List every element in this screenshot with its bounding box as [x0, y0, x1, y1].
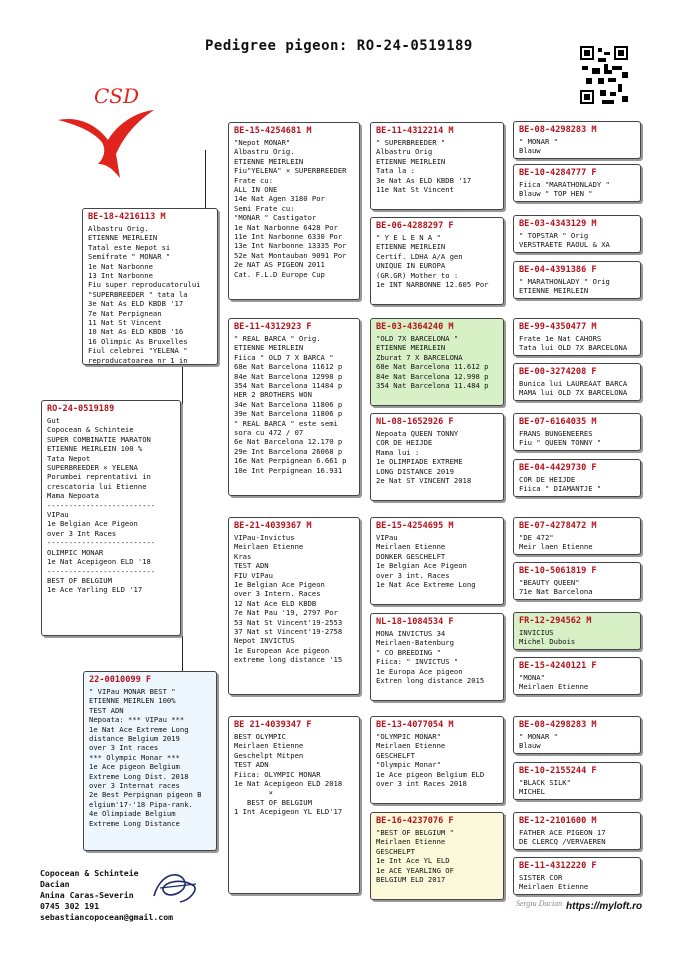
pedigree-card-sss[interactable]	[370, 122, 504, 210]
ring-number: BE 21-4039347 F	[234, 720, 312, 730]
card-notes: " MARATHONLADY " Orig ETIENNE MEIRLEIN	[519, 277, 610, 296]
card-notes: COR DE HEIJDE Fiica " DIAMANTJE "	[519, 475, 602, 494]
ring-number: NL-08-1652926 F	[376, 417, 454, 427]
pedigree-card-g14[interactable]	[513, 762, 641, 800]
pedigree-card-g6[interactable]	[513, 363, 641, 401]
card-notes: " MONAR " Blauw	[519, 732, 558, 751]
pedigree-card-g11[interactable]	[513, 612, 641, 650]
card-notes: BEST OLYMPIC Meirlaen Etienne Geschelpt Mitpen TEST ADN Fiica: OLYMPIC MONAR 1e Nat Acepigeon ELD 2018 × BEST OF BELGIUM 1 Int Acepigeon YL ELD'17	[234, 732, 343, 817]
ring-number: BE-03-4343129 M	[519, 219, 597, 229]
pedigree-card-g7[interactable]	[513, 413, 641, 451]
card-notes: " Y E L E N A " ETIENNE MEIRLEIN Certif. LDHA A/A gen UNIQUE IN EUROPA (GR.GR) Mother to : 1e INT NARBONNE 12.605 Por	[376, 233, 489, 290]
ring-number: BE-03-4364240 M	[376, 322, 454, 332]
ring-number: NL-18-1084534 F	[376, 617, 454, 627]
ring-number: BE-06-4288297 F	[376, 221, 454, 231]
pedigree-card-g3[interactable]	[513, 215, 641, 253]
card-notes: "DE 472" Meir laen Etienne	[519, 533, 593, 552]
card-notes: "BEAUTY QUEEN" 71e Nat Barcelona	[519, 578, 593, 597]
signature-icon	[150, 866, 200, 908]
pedigree-card-g2[interactable]	[513, 164, 641, 202]
pedigree-card-sire-dam[interactable]	[228, 318, 360, 496]
pedigree-card-dam-sire[interactable]	[228, 517, 360, 695]
card-notes: "BEST OF BELGIUM " Meirlaen Etienne GESCHELPT 1e Int Ace YL ELD 1e ACE YEARLING OF BELGIUM ELD 2017	[376, 828, 454, 885]
pedigree-card-g10[interactable]	[513, 562, 641, 600]
ring-number: BE-11-4312220 F	[519, 861, 597, 871]
ring-number: BE-11-4312214 M	[376, 126, 454, 136]
card-notes: Bunica lui LAUREAAT BARCA MAMA lui OLD 7X BARCELONA	[519, 379, 628, 398]
ring-number: BE-08-4298283 M	[519, 125, 597, 135]
csd-logo	[50, 82, 160, 182]
card-notes: FATHER ACE PIGEON 17 DE CLERCQ /VERVAEREN	[519, 828, 606, 847]
breeder-contact: Copocean & Schinteie Dacian Anina Caras-Severin 0745 302 191 sebastiancopocean@gmail.com	[40, 868, 174, 922]
ring-number: BE-12-2101600 M	[519, 816, 597, 826]
card-notes: "OLD 7X BARCELONA " ETIENNE MEIRLEIN Zburat 7 X BARCELONA 68e Nat Barcelona 11.612 p 84e Nat Barcelona 12.998 p 354 Nat Barcelona 11.484 p	[376, 334, 489, 391]
ring-number: BE-08-4298283 M	[519, 720, 597, 730]
pedigree-card-dam[interactable]	[83, 671, 217, 851]
card-notes: VIPau Meirlaen Etienne DONKER GESCHELFT 1e Belgian Ace Pigeon over 3 int. Races 1e Nat Ace Extreme Long	[376, 533, 476, 590]
ring-number: BE-07-4278472 M	[519, 521, 597, 531]
card-notes: Gut Copocean & Schinteie SUPER COMBINATIE MARATON ETIENNE MEIRLEIN 100 % Tata Nepot SUPERBREEDER × YELENA Porumbei reprentativi in crescatoria lui Etienne Mama Nepoata ------------------------- VIPau 1e Belgian Ace Pigeon over 3 Int Races ------------------------- OLIMPIC MONAR 1e Nat Acepigeon ELD '18 ------------------------- BEST OF BELGIUM 1e Ace Yarling ELD '17	[47, 416, 156, 595]
pedigree-card-sdd[interactable]	[370, 413, 504, 501]
ring-number: BE-10-4284777 F	[519, 168, 597, 178]
ring-number: BE-10-2155244 F	[519, 766, 597, 776]
card-notes: SISTER COR Meirlaen Etienne	[519, 873, 589, 892]
card-notes: FRANS BUNGENEERES Fiu " QUEEN TONNY "	[519, 429, 602, 448]
qr-code-icon[interactable]	[578, 44, 630, 106]
ring-number: BE-04-4429730 F	[519, 463, 597, 473]
ring-number: 22-0010099 F	[89, 675, 152, 685]
card-notes: " TOPSTAR " Orig VERSTRAETE RAOUL & XA	[519, 231, 610, 250]
card-notes: "Nepot MONAR" Albastru Orig. ETIENNE MEIRLEIN Fiu"YELENA" × SUPERBREEDER Frate cu: ALL IN ONE 14e Nat Agen 3180 Por Semi Frate cu: "MONAR " Castigator 1e Nat Narbonne 6428 Por 11e Int Narbonne 6330 Por 13e Int Narbonne 13335 Por 52e Nat Montauban 9091 Por 2e NAT AS PIGEON 2011 Cat. F.L.D Europe Cup	[234, 138, 347, 279]
ring-number: BE-11-4312923 F	[234, 322, 312, 332]
loft-signature: Sergiu Dacian	[516, 899, 563, 908]
pedigree-card-g8[interactable]	[513, 459, 641, 497]
pedigree-card-g15[interactable]	[513, 812, 641, 850]
ring-number: BE-00-3274208 F	[519, 367, 597, 377]
card-notes: " VIPau MONAR BEST " ETIENNE MEIRLEN 100% TEST ADN Nepoata: *** VIPau *** 1e Nat Ace Extreme Long distance Belgium 2019 over 3 Int races *** Olympic Monar *** 1e Ace pigeon Belgium Extreme Long Dist. 2018 over 3 Internat races 2e Best Perpignan pigeon B elgium'17-'18 Pipa-rank. 4e Olimpiade Belgium Extreme Long Distance	[89, 687, 202, 828]
pedigree-card-dam-dam[interactable]	[228, 716, 360, 894]
ring-number: BE-15-4254695 M	[376, 521, 454, 531]
ring-number: BE-15-4240121 F	[519, 661, 597, 671]
card-notes: INVICIUS Michel Dubois	[519, 628, 576, 647]
pedigree-card-g9[interactable]	[513, 517, 641, 555]
pedigree-card-g12[interactable]	[513, 657, 641, 695]
pedigree-card-dsd[interactable]	[370, 613, 504, 701]
pedigree-card-g4[interactable]	[513, 261, 641, 299]
card-notes: " MONAR " Blauw	[519, 137, 558, 156]
pedigree-card-sds[interactable]	[370, 318, 504, 406]
pedigree-card-subject[interactable]	[41, 400, 181, 636]
card-notes: Nepoata QUEEN TONNY COR DE HEIJDE Mama lui : 1e OLIMPIADE EXTREME LONG DISTANCE 2019 2e Nat ST VINCENT 2018	[376, 429, 472, 486]
ring-number: BE-13-4077054 M	[376, 720, 454, 730]
pedigree-card-g1[interactable]	[513, 121, 641, 159]
card-notes: "OLYMPIC MONAR" Meirlaen Etienne GESCHELFT "Olympic Monar" 1e Ace pigeon Belgium ELD over 3 int Races 2018	[376, 732, 485, 789]
logo-text: CSD	[94, 84, 140, 108]
card-notes: Albastru Orig. ETIENNE MEIRLEIN Tatal este Nepot si Semifrate " MONAR " 1e Nat Narbonne 13 Int Narbonne Fiu super reproducatorului "SUPERBREEDER " tata la 3e Nat As ELD KBDB '17 7e Nat Perpignean 11 Nat St Vincent 10 Nat As ELD KBDB '16 16 Olimpic As Bruxelles Fiul celebrei "YELENA " reproducatoarea nr 1 in	[88, 224, 201, 365]
ring-number: BE-15-4254681 M	[234, 126, 312, 136]
pedigree-card-sire[interactable]	[82, 208, 218, 365]
pedigree-card-g16[interactable]	[513, 857, 641, 895]
ring-number: BE-04-4391386 F	[519, 265, 597, 275]
pedigree-card-ddd[interactable]	[370, 812, 504, 900]
email-link[interactable]: sebastiancopocean@gmail.com	[40, 912, 174, 922]
card-notes: "MONA" Meirlaen Etienne	[519, 673, 589, 692]
ring-number: BE-21-4039367 M	[234, 521, 312, 531]
card-notes: " REAL BARCA " Orig. ETIENNE MEIRLEIN Fiica " OLD 7 X BARCA " 68e Nat Barcelona 11612 p 84e Nat Barcelona 12998 p 354 Nat Barcelona 11484 p HER 2 BROTHERS WON 34e Nat Barcelona 11806 p 39e Nat Barcelona 11806 p " REAL BARCA " este semi sora cu 472 / 07 6e Nat Barcelona 12.170 p 29e Int Barcelona 26068 p 16e Nat Perpignean 6.661 p 10e Int Perpignean 16.931	[234, 334, 347, 475]
ring-number: BE-10-5061819 F	[519, 566, 597, 576]
pedigree-card-g5[interactable]	[513, 318, 641, 356]
pedigree-card-dds[interactable]	[370, 716, 504, 804]
ring-number: FR-12-294562 M	[519, 616, 592, 626]
card-notes: "BLACK SILK" MICHEL	[519, 778, 571, 797]
ring-number: BE-07-6164035 M	[519, 417, 597, 427]
page-title: Pedigree pigeon: RO-24-0519189	[205, 38, 473, 54]
card-notes: MONA INVICTUS 34 Meirlaen-Batenburg " CO BREEDING " Fiica: " INVICTUS " 1e Europa Ace pigeon Extren long distance 2015	[376, 629, 485, 686]
card-notes: VIPau-Invictus Meirlaen Etienne Kras TEST ADN FIU VIPau 1e Belgian Ace Pigeon over 3 Intern. Races 12 Nat Ace ELD KBDB 7e Nat Pau '19, 2797 Por 53 Nat St Vincent'19-2553 37 Nat st Vincent'19-2758 Nepot INVICTUS 1e European Ace pigeon extreme long distance '15	[234, 533, 343, 665]
pedigree-card-g13[interactable]	[513, 716, 641, 754]
pedigree-card-ssd[interactable]	[370, 217, 504, 305]
card-notes: Frate 1e Nat CAHORS Tata lui OLD 7X BARCELONA	[519, 334, 628, 353]
pedigree-card-dss[interactable]	[370, 517, 504, 605]
ring-number: BE-16-4237076 F	[376, 816, 454, 826]
website-link[interactable]: https://myloft.ro	[566, 901, 643, 912]
pedigree-card-sire-sire[interactable]	[228, 122, 360, 300]
ring-number: BE-18-4216113 M	[88, 212, 166, 222]
card-notes: " SUPERBREEDER " Albastru Orig ETIENNE MEIRLEIN Tata la : 3e Nat As ELD KBDB '17 11e Nat St Vincent	[376, 138, 472, 195]
ring-number: RO-24-0519189	[47, 404, 115, 414]
ring-number: BE-99-4350477 M	[519, 322, 597, 332]
card-notes: Fiica "MARATHONLADY " Blauw " TOP HEN "	[519, 180, 610, 199]
